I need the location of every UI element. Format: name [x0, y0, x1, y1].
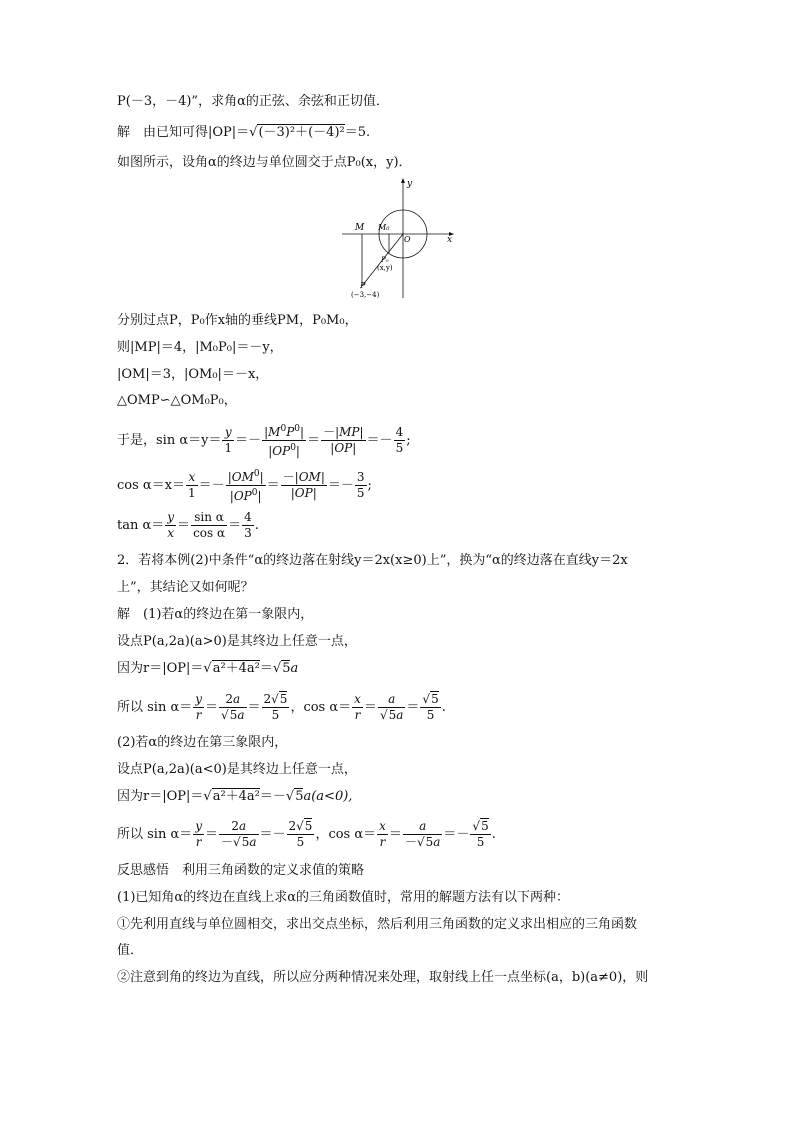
label-P0: P₀	[381, 256, 389, 264]
unit-circle-figure	[330, 176, 460, 302]
first-quadrant-result: 所以 sin α＝ $\frac{y}{r}$ ＝ $\frac{2a}{√5a}$ ＝ $\frac{2√5}{5}$ ，cos α＝ $\frac{x}{r}$ ＝ $\frac{a}{√5a}$ ＝ $\frac{√5}{5}$ .	[117, 692, 446, 722]
line15-tail: a	[290, 661, 299, 676]
line15-mid: ＝	[259, 661, 273, 676]
label-M: M	[355, 223, 365, 233]
frac-3-over-5: $\frac{3}{5}$	[356, 470, 365, 500]
text-line-18: 设点P(a,2a)(a<0)是其终边上任意一点，	[117, 762, 357, 777]
frac-x-over-1: $\frac{x}{1}$	[188, 470, 196, 500]
sin-derivation: 于是，sin α＝y＝ $\frac{y}{1}$ ＝－ $\frac{|M^0P^0|}{|OP^0|}$ ＝ $\frac{-|MP|}{|OP|}$ ＝－ $\frac{4}{5}$ ;	[117, 424, 411, 458]
line2-lead: 解 由已知可得|OP|＝	[117, 125, 250, 140]
line2-sqrt: (－3)²＋(－4)²	[258, 125, 345, 140]
sin-lead: 于是，sin α＝y＝	[117, 433, 222, 448]
frac-OM-over-OP: $\frac{-|OM|}{|OP|}$	[282, 470, 325, 500]
label-P: P	[360, 281, 366, 290]
text-line-4: 分别过点P，P₀作x轴的垂线PM，P₀M₀，	[117, 313, 358, 328]
text-line-3: 如图所示，设角α的终边与单位圆交于点P₀(x，y)．	[117, 155, 412, 170]
frac-OM0-over-OP0: $\frac{|OM^0|}{|OP^0|}$	[227, 469, 264, 503]
text-line-13: 解 (1)若α的终边在第一象限内，	[117, 607, 314, 622]
label-P-coords: (−3,−4)	[351, 291, 380, 299]
text-line-7: △OMP∽△OM₀P₀，	[117, 393, 237, 408]
frac-y-over-x: $\frac{y}{x}$	[167, 510, 175, 540]
text-line-2: 解 由已知可得|OP|＝√(－3)²＋(－4)²＝5.	[117, 125, 371, 140]
tan-derivation: tan α＝ $\frac{y}{x}$ ＝ $\frac{\text{sin α}}{\text{cos α}}$ ＝ $\frac{4}{3}$ .	[117, 510, 259, 540]
text-line-22: (1)已知角α的终边在直线上求α的三角函数值时，常用的解题方法有以下两种：	[117, 890, 569, 905]
frac-4-over-3: $\frac{4}{3}$	[244, 510, 252, 540]
label-y: y	[407, 179, 413, 189]
line15-sqrt1: a²＋4a²	[212, 661, 260, 676]
frac-M0P0-over-OP0: $\frac{|M^0P^0|}{|OP^0|}$	[264, 424, 305, 458]
cos-lead: cos α＝x＝	[117, 478, 186, 493]
text-line-12: 上”，其结论又如何呢？	[117, 580, 254, 595]
text-line-24: 值．	[117, 943, 144, 958]
text-line-25: ②注意到角的终边为直线，所以应分两种情况来处理，取射线上任一点坐标(a，b)(a≠0)，则	[117, 970, 649, 985]
text-line-6: |OM|＝3，|OM₀|＝－x，	[117, 367, 269, 382]
text-line-23: ①先利用直线与单位圆相交，求出交点坐标，然后利用三角函数的定义求出相应的三角函数	[117, 917, 638, 932]
line15-sqrt2: 5	[282, 661, 291, 676]
label-M0: M₀	[378, 223, 390, 232]
label-x: x	[447, 235, 453, 245]
text-line-19: 因为r＝|OP|＝√a²＋4a²＝－√5a(a<0),	[117, 789, 353, 804]
label-O: O	[404, 235, 411, 244]
text-line-15: 因为r＝|OP|＝√a²＋4a²＝√5a	[117, 661, 299, 676]
line19-sqrt2: 5	[295, 789, 304, 804]
frac-MP-over-OP: $\frac{-|MP|}{|OP|}$	[323, 425, 364, 455]
frac-y-over-1: $\frac{y}{1}$	[224, 425, 233, 455]
tan-lead: tan α＝	[117, 518, 165, 533]
text-line-5: 则|MP|＝4，|M₀P₀|＝－y，	[117, 340, 283, 355]
text-line-14: 设点P(a,2a)(a>0)是其终边上任意一点，	[117, 634, 357, 649]
text-line-11: 2．若将本例(2)中条件“α的终边落在射线y＝2x(x≥0)上”，换为“α的终边落在直线y＝2x	[117, 553, 628, 568]
text-line-1: P(－3，－4)”，求角α的正弦、余弦和正切值．	[117, 94, 389, 109]
frac-sin-over-cos: $\frac{\text{sin α}}{\text{cos α}}$	[193, 510, 226, 540]
line15-lead: 因为r＝|OP|＝	[117, 661, 204, 676]
label-P0-coords: (x,y)	[377, 264, 393, 272]
line19-lead: 因为r＝|OP|＝	[117, 789, 204, 804]
line20-lead: 所以 sin α＝	[117, 827, 193, 842]
line16-lead: 所以 sin α＝	[117, 700, 193, 715]
frac-4-over-5: $\frac{4}{5}$	[395, 425, 404, 455]
line19-mid: ＝－	[259, 789, 286, 804]
line19-sqrt1: a²＋4a²	[212, 789, 260, 804]
y-axis-arrow-icon	[401, 178, 405, 183]
third-quadrant-result: 所以 sin α＝ $\frac{y}{r}$ ＝ $\frac{2a}{-√5a}$ ＝－ $\frac{2√5}{5}$ ，cos α＝ $\frac{x}{r}$ ＝ $\frac{a}{-√5a}$ ＝－ $\frac{√5}{5}$ .	[117, 819, 496, 849]
text-line-21: 反思感悟 利用三角函数的定义求值的策略	[117, 863, 365, 878]
line19-tail: a(a<0),	[303, 789, 353, 804]
line2-tail: ＝5.	[344, 125, 371, 140]
text-line-17: (2)若α的终边在第三象限内，	[117, 735, 288, 750]
cos-derivation: cos α＝x＝ $\frac{x}{1}$ ＝－ $\frac{|OM^0|}{|OP^0|}$ ＝ $\frac{-|OM|}{|OP|}$ ＝－ $\frac{3}{5}$ ;	[117, 469, 372, 503]
